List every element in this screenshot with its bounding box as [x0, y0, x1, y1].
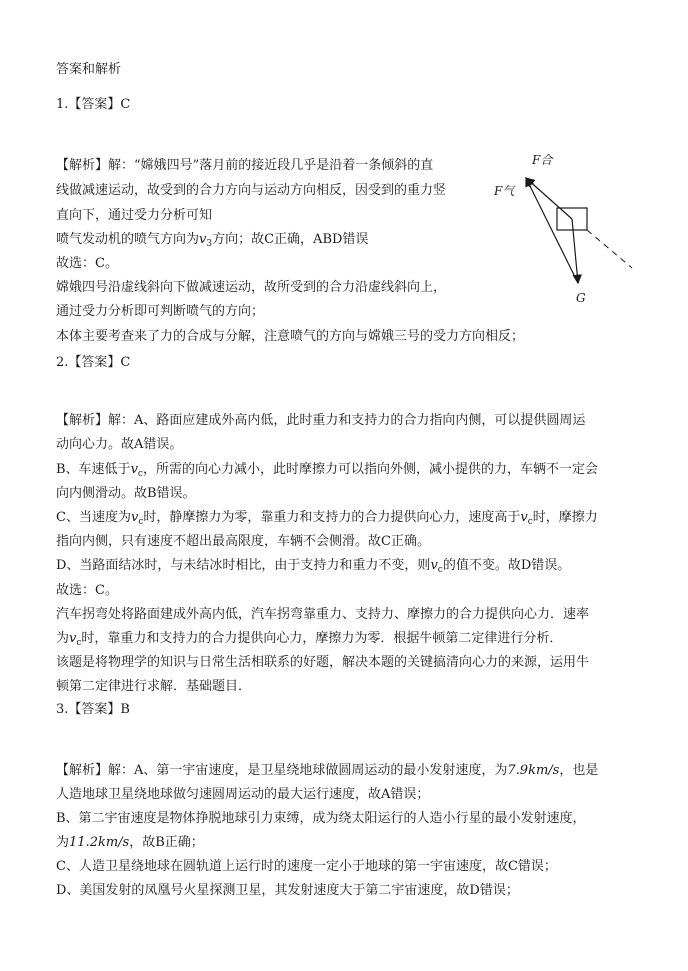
label-f-resultant: F合 — [532, 153, 553, 167]
label-gravity: G — [576, 291, 586, 305]
page-title: 答案和解析 — [56, 62, 122, 77]
q3-line-2: 人造地球卫星绕地球做匀速圆周运动的最大运行速度，故A错误； — [56, 787, 430, 802]
q2-line-6: 指向内侧，只有速度不超出最高限度，车辆不会侧滑。故C正确。 — [56, 534, 430, 549]
q3-line-4: 为11.2km/s，故B正确； — [56, 835, 204, 850]
q1-line-6: 嫦娥四号沿虚线斜向下做减速运动，故所受到的合力沿虚线斜向上， — [56, 280, 447, 295]
q3-line-3: B、第二宇宙速度是物体挣脱地球引力束缚，成为绕太阳运行的人造小行星的最小发射速度， — [56, 811, 586, 826]
q2-line-4: 向内侧滑动。故B错误。 — [56, 486, 196, 501]
q1-answer: 1.【答案】C — [56, 97, 131, 112]
force-diagram — [490, 150, 640, 310]
q3-line-5: C、人造卫星绕地球在圆轨道上运行时的速度一定小于地球的第一宇宙速度，故C错误； — [56, 859, 557, 874]
q2-line-3: B、车速低于$v_c$，所需的向心力减小，此时摩擦力可以指向外侧，减小提供的力，车辆不一定会 — [56, 462, 598, 479]
q2-line-5: C、当速度为$v_c$时，静摩擦力为零，靠重力和支持力的合力提供向心力，速度高于$v_c$时，摩擦力 — [56, 510, 598, 527]
q1-line-8: 本体主要考查来了力的合成与分解，注意喷气的方向与嫦娥三号的受力方向相反； — [56, 329, 525, 344]
force-resultant-arrow — [526, 178, 572, 219]
q1-line-1: 【解析】解：“嫦娥四号”落月前的接近段几乎是沿着一条倾斜的直 — [56, 158, 434, 173]
q1-line-7: 通过受力分析即可判断喷气的方向； — [56, 304, 265, 319]
q3-line-1: 【解析】解：A、第一宇宙速度，是卫星绕地球做圆周运动的最小发射速度，为7.9km/s，也是 — [56, 763, 599, 778]
q1-line-2: 线做减速运动，故受到的合力方向与运动方向相反，因受到的重力竖 — [56, 183, 447, 198]
q1-line-5: 故选：C。 — [56, 256, 118, 271]
trajectory-dashed-line — [587, 230, 632, 268]
q2-line-2: 动向心力。故A错误。 — [56, 437, 183, 452]
q3-line-6: D、美国发射的凤凰号火星探测卫星，其发射速度大于第二宇宙速度，故D错误； — [56, 883, 519, 898]
q2-line-9: 汽车拐弯处将路面建成外高内低，汽车拐弯靠重力、支持力、摩擦力的合力提供向心力．速率 — [56, 607, 590, 622]
q2-answer: 2.【答案】C — [56, 355, 131, 370]
q2-line-7: D、当路面结冰时，与未结冰时相比，由于支持力和重力不变，则$v_c$的值不变。故D错误。 — [56, 558, 571, 575]
q1-line-4: 喷气发动机的喷气方向为$v_3$方向；故C正确，ABD错误 — [56, 232, 369, 249]
q2-line-8: 故选：C。 — [56, 583, 118, 598]
q3-answer: 3.【答案】B — [56, 702, 130, 717]
q1-line-3: 直向下，通过受力分析可知 — [56, 208, 213, 223]
label-f-thrust: F气 — [494, 184, 515, 198]
q2-line-10: 为$v_c$时，靠重力和支持力的合力提供向心力，摩擦力为零．根据牛顿第二定律进行分析． — [56, 631, 563, 648]
q2-line-12: 顿第二定律进行求解．基础题目． — [56, 679, 252, 694]
q2-line-11: 该题是将物理学的知识与日常生活相联系的好题，解决本题的关键搞清向心力的来源，运用牛 — [56, 655, 590, 670]
q2-line-1: 【解析】解：A、路面应建成外高内低，此时重力和支持力的合力指向内侧，可以提供圆周运 — [56, 413, 586, 428]
